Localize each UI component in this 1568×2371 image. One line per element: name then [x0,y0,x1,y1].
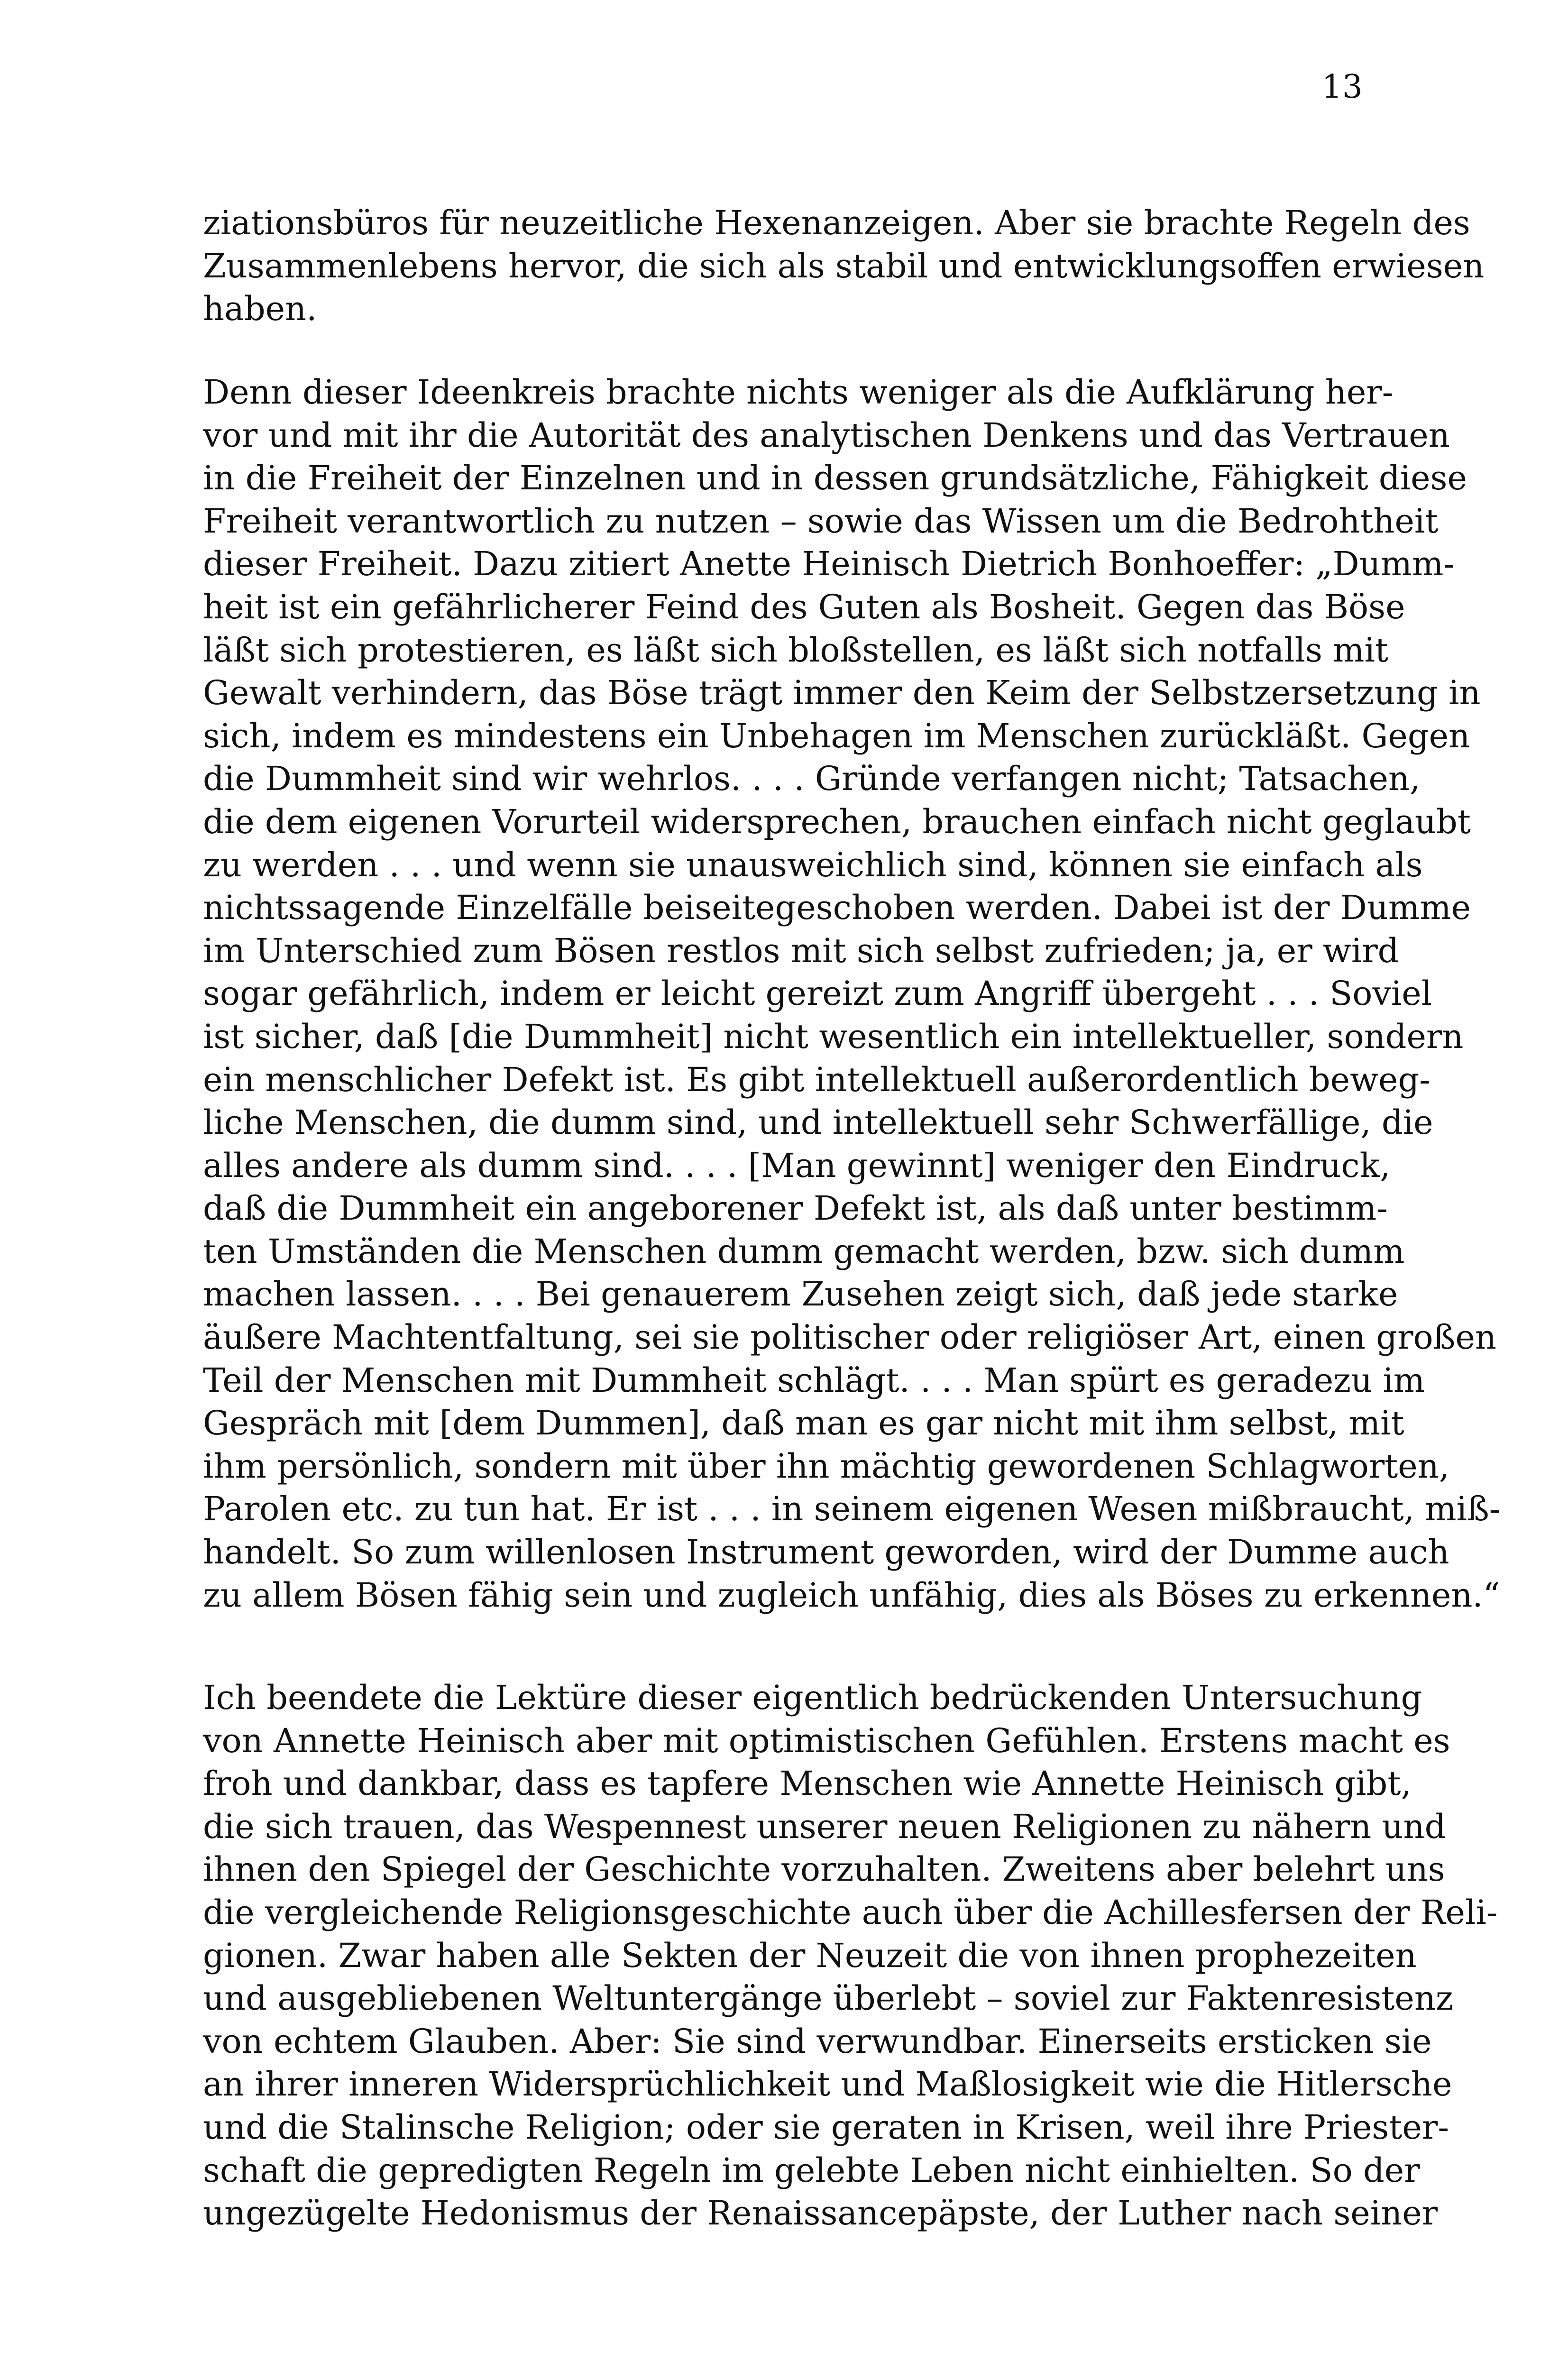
paragraph-3 [203,1676,1498,2235]
text-line: die sich trauen, das Wespennest unserer neuen Religionen zu nähern und [203,1807,1446,1846]
text-line: Freiheit verantwortlich zu nutzen – sowie das Wissen um die Bedrohtheit [203,501,1439,541]
text-line: gionen. Zwar haben alle Sekten der Neuzeit die von ihnen prophezeiten [203,1936,1417,1975]
text-line: sogar gefährlich, indem er leicht gereizt zum Angriff übergeht . . . Soviel [203,974,1432,1013]
text-line: von Annette Heinisch aber mit optimistischen Gefühlen. Erstens macht es [203,1721,1450,1760]
text-line: die Dummheit sind wir wehrlos. . . . Gründe verfangen nicht; Tatsachen, [203,759,1421,799]
text-line: die vergleichende Religionsgeschichte auch über die Achillesfersen der Reli- [203,1893,1498,1932]
text-line: Teil der Menschen mit Dummheit schlägt. . . . Man spürt es geradezu im [203,1360,1425,1400]
text-line: haben. [203,289,317,329]
text-line: und ausgebliebenen Weltuntergänge überlebt – soviel zur Faktenresistenz [203,1979,1453,2018]
text-line: Ich beendete die Lektüre dieser eigentlich bedrückenden Untersuchung [203,1678,1422,1717]
text-line: vor und mit ihr die Autorität des analytischen Denkens und das Vertrauen [203,415,1450,455]
text-line: und die Stalinsche Religion; oder sie geraten in Krisen, weil ihre Priester- [203,2107,1449,2147]
text-line: ihnen den Spiegel der Geschichte vorzuhalten. Zweitens aber belehrt uns [203,1850,1445,1889]
text-line: Denn dieser Ideenkreis brachte nichts weniger als die Aufklärung her- [203,373,1394,412]
text-line: ihm persönlich, sondern mit über ihn mächtig gewordenen Schlagworten, [203,1446,1450,1486]
text-line: ein menschlicher Defekt ist. Es gibt intellektuell außerordentlich beweg- [203,1060,1430,1099]
text-line: von echtem Glauben. Aber: Sie sind verwundbar. Einerseits ersticken sie [203,2022,1432,2061]
text-line: froh und dankbar, dass es tapfere Menschen wie Annette Heinisch gibt, [203,1764,1412,1803]
text-line: heit ist ein gefährlicherer Feind des Guten als Bosheit. Gegen das Böse [203,587,1405,626]
text-line: sich, indem es mindestens ein Unbehagen im Menschen zurückläßt. Gegen [203,716,1470,755]
text-line: läßt sich protestieren, es läßt sich bloßstellen, es läßt sich notfalls mit [203,630,1389,670]
text-line: nichtssagende Einzelfälle beiseitegeschoben werden. Dabei ist der Dumme [203,888,1471,928]
text-line: daß die Dummheit ein angeborener Defekt ist, als daß unter bestimm- [203,1189,1388,1228]
text-line: ungezügelte Hedonismus der Renaissancepäpste, der Luther nach seiner [203,2194,1438,2233]
text-line: in die Freiheit der Einzelnen und in dessen grundsätzliche, Fähigkeit diese [203,459,1467,498]
text-line: Gewalt verhindern, das Böse trägt immer den Keim der Selbstzersetzung in [203,673,1481,713]
text-line: äußere Machtentfaltung, sei sie politischer oder religiöser Art, einen großen [203,1318,1496,1357]
text-line: liche Menschen, die dumm sind, und intellektuell sehr Schwerfällige, die [203,1103,1433,1142]
paragraph-2 [203,371,1501,1617]
text-line: die dem eigenen Vorurteil widersprechen, brauchen einfach nicht geglaubt [203,802,1471,841]
text-line: handelt. So zum willenlosen Instrument geworden, wird der Dumme auch [203,1533,1449,1572]
text-line: ten Umständen die Menschen dumm gemacht werden, bzw. sich dumm [203,1231,1405,1271]
text-line: dieser Freiheit. Dazu zitiert Anette Heinisch Dietrich Bonhoeffer: „Dumm- [203,544,1455,584]
text-line: an ihrer inneren Widersprüchlichkeit und Maßlosigkeit wie die Hitlersche [203,2065,1452,2104]
text-line: zu werden . . . und wenn sie unausweichlich sind, können sie einfach als [203,845,1423,884]
text-line: Zusammenlebens hervor, die sich als stabil und entwicklungsoffen erwiesen [203,246,1485,285]
page-number: 13 [1321,68,1363,106]
text-line: ziationsbüros für neuzeitliche Hexenanzeigen. Aber sie brachte Regeln des [203,203,1470,242]
text-line: zu allem Bösen fähig sein und zugleich unfähig, dies als Böses zu erkennen.“ [203,1575,1500,1615]
text-line: Gespräch mit [dem Dummen], daß man es gar nicht mit ihm selbst, mit [203,1404,1404,1443]
text-line: Parolen etc. zu tun hat. Er ist . . . in seinem eigenen Wesen mißbraucht, miß- [203,1489,1501,1529]
text-line: alles andere als dumm sind. . . . [Man gewinnt] weniger den Eindruck, [203,1146,1391,1185]
text-line: ist sicher, daß [die Dummheit] nicht wesentlich ein intellektueller, sondern [203,1017,1464,1056]
text-line: im Unterschied zum Bösen restlos mit sich selbst zufrieden; ja, er wird [203,931,1399,970]
text-line: schaft die gepredigten Regeln im gelebte Leben nicht einhielten. So der [203,2150,1420,2190]
paragraph-1 [203,202,1485,331]
text-line: machen lassen. . . . Bei genauerem Zusehen zeigt sich, daß jede starke [203,1275,1398,1314]
